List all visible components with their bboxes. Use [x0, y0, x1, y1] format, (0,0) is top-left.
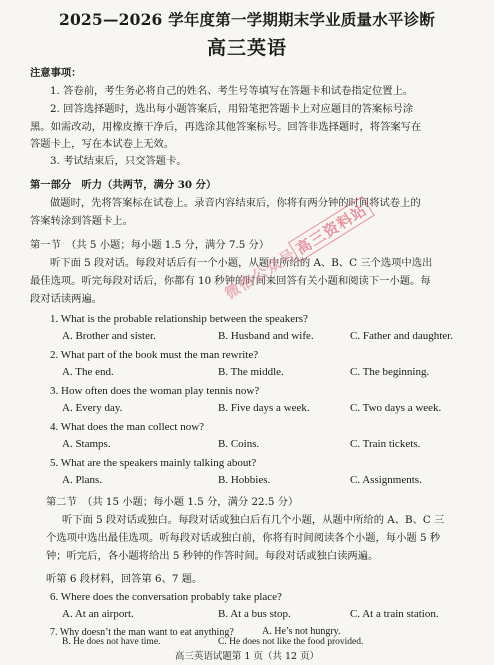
subject-title: 高三英语	[206, 37, 287, 59]
question-7-option-b: B. He does not have time.	[62, 637, 161, 647]
section1-intro-line-2: 最佳选项。听完每段对话后，你都有 10 秒钟的时间来回答有关小题和阅读下一小题。每	[30, 275, 431, 287]
question-5-stem: 5. What are the speakers mainly talking about?	[50, 457, 257, 469]
notice-item-2-line-2: 黑。如需改动，用橡皮擦干净后，再选涂其他答案标号。回答非选择题时，将答案写在	[30, 121, 422, 133]
question-2-option-a: A. The end.	[62, 366, 114, 378]
section1-heading: 第一节 （共 5 小题；每小题 1.5 分，满分 7.5 分）	[30, 239, 270, 251]
question-7-stem: 7. Why doesn’t the man want to eat anything?	[50, 627, 234, 638]
question-1-option-a: A. Brother and sister.	[62, 330, 156, 342]
section2-intro-line-3: 钟；听完后，各小题将给出 5 秒钟的作答时间。每段对话或独白读两遍。	[46, 550, 379, 562]
exam-title: 2025—2026 学年度第一学期期末学业质量水平诊断	[58, 10, 436, 29]
question-3-option-c: C. Two days a week.	[350, 402, 442, 414]
question-4-option-b: B. Coins.	[218, 438, 260, 450]
question-6-option-a: A. At an airport.	[62, 608, 134, 620]
question-7-option-c: C. He does not like the food provided.	[218, 637, 364, 647]
question-6-option-b: B. At a bus stop.	[218, 608, 291, 620]
section2-heading: 第二节 （共 15 小题；每小题 1.5 分，满分 22.5 分）	[46, 496, 299, 508]
question-6-stem: 6. Where does the conversation probably take place?	[50, 591, 282, 603]
question-5-option-b: B. Hobbies.	[218, 474, 271, 486]
question-3-option-a: A. Every day.	[62, 402, 123, 414]
question-3-stem: 3. How often does the woman play tennis now?	[50, 385, 260, 397]
notice-item-2-line-3: 答题卡上，写在本试卷上无效。	[30, 138, 175, 150]
notice-item-1: 1. 答卷前，考生务必将自己的姓名、考生号等填写在答题卡和试卷指定位置上。	[50, 85, 414, 97]
question-5-option-c: C. Assignments.	[350, 474, 422, 486]
section2-intro-line-2: 个选项中选出最佳选项。听每段对话或独白前，你将有时间阅读各个小题，每小题 5 秒	[46, 532, 441, 544]
part1-heading: 第一部分 听力（共两节，满分 30 分）	[30, 179, 217, 191]
notice-item-2-line-1: 2. 回答选择题时，选出每小题答案后，用铅笔把答题卡上对应题目的答案标号涂	[50, 103, 414, 115]
question-6-option-c: C. At a train station.	[350, 608, 439, 620]
question-4-option-a: A. Stamps.	[62, 438, 111, 450]
question-1-option-c: C. Father and daughter.	[350, 330, 453, 342]
watermark-text: 微信公众号	[221, 245, 299, 303]
section1-intro-line-1: 听下面 5 段对话。每段对话后有一个小题，从题中所给的 A、B、C 三个选项中选出	[50, 257, 433, 269]
question-2-stem: 2. What part of the book must the man rewrite?	[50, 349, 259, 361]
watermark-boxed-text: 高三资料站	[288, 196, 375, 262]
notice-heading: 注意事项：	[30, 67, 82, 79]
question-1-stem: 1. What is the probable relationship between the speakers?	[50, 313, 308, 325]
section2-intro-line-1: 听下面 5 段对话或独白。每段对话或独白后有几个小题，从题中所给的 A、B、C 三	[62, 514, 445, 526]
question-2-option-b: B. The middle.	[218, 366, 284, 378]
question-4-stem: 4. What does the man collect now?	[50, 421, 205, 433]
question-3-option-b: B. Five days a week.	[218, 402, 310, 414]
question-7-option-a: A. He’s not hungry.	[262, 626, 341, 637]
question-4-option-c: C. Train tickets.	[350, 438, 421, 450]
notice-item-3: 3. 考试结束后，只交答题卡。	[50, 155, 187, 167]
question-1-option-b: B. Husband and wife.	[218, 330, 314, 342]
part1-intro-line-1: 做题时，先将答案标在试卷上。录音内容结束后，你将有两分钟的时间将试卷上的	[50, 197, 421, 209]
section2-material-note: 听第 6 段材料，回答第 6、7 题。	[46, 573, 203, 585]
section1-intro-line-3: 段对话读两遍。	[30, 293, 103, 305]
question-2-option-c: C. The beginning.	[350, 366, 430, 378]
question-5-option-a: A. Plans.	[62, 474, 103, 486]
page-footer: 高三英语试题第 1 页（共 12 页）	[174, 651, 320, 662]
part1-intro-line-2: 答案转涂到答题卡上。	[30, 215, 133, 227]
